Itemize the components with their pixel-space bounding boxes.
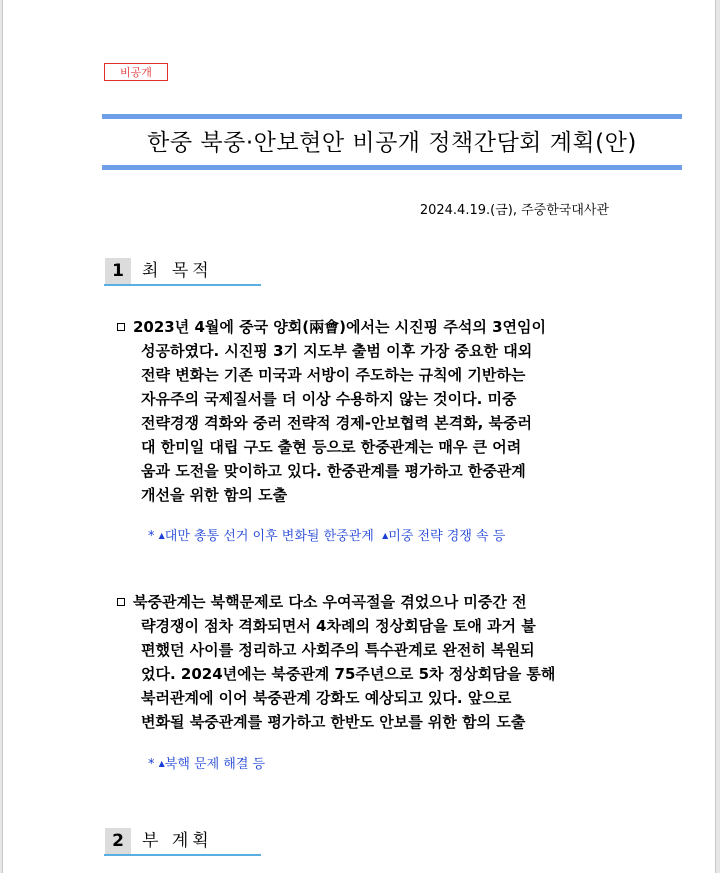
triangle-bullet-icon: ▲ bbox=[158, 531, 165, 540]
paragraph-line: 북중관계는 북핵문제로 다소 우여곡절을 겪었으나 미중간 전 bbox=[133, 593, 527, 611]
date-and-organizer: 2024.4.19.(금), 주중한국대사관 bbox=[419, 203, 609, 218]
note-item: 북핵 문제 해결 등 bbox=[164, 757, 266, 772]
paragraph-line: 었다. 2024년에는 북중관계 75주년으로 5차 정상회담을 통해 bbox=[141, 665, 556, 683]
section-number: 2 bbox=[105, 828, 131, 854]
section-number: 1 bbox=[105, 258, 131, 284]
section-title: 부 계획 bbox=[142, 831, 213, 851]
paragraph-line: 변화될 북중관계를 평가하고 한반도 안보를 위한 함의 도출 bbox=[141, 713, 526, 731]
document-page bbox=[2, 0, 716, 873]
note-line-1 bbox=[148, 526, 505, 547]
paragraph-line: 략경쟁이 점차 격화되면서 4차례의 정상회담을 토애 과거 불 bbox=[141, 617, 536, 635]
paragraph-line: 움과 도전을 맞이하고 있다. 한중관계를 평가하고 한중관계 bbox=[141, 462, 526, 480]
note-star: * bbox=[148, 529, 155, 544]
section-header-2 bbox=[104, 828, 261, 856]
bullet-square-icon bbox=[117, 598, 125, 606]
triangle-bullet-icon: ▲ bbox=[158, 759, 165, 768]
paragraph-line: 북러관계에 이어 북중관계 강화도 예상되고 있다. 앞으로 bbox=[141, 689, 512, 707]
title-rule-bottom bbox=[102, 165, 682, 170]
title-rule-top bbox=[102, 114, 682, 119]
paragraph-line: 전략 변화는 기존 미국과 서방이 주도하는 규칙에 기반하는 bbox=[141, 366, 526, 384]
paragraph-line: 2023년 4월에 중국 양회(兩會)에서는 시진핑 주석의 3연임이 bbox=[133, 318, 546, 336]
note-item: 미중 전략 경쟁 속 등 bbox=[388, 529, 506, 544]
purpose-paragraph-1 bbox=[133, 315, 621, 507]
paragraph-line: 대 한미일 대립 구도 출현 등으로 한중관계는 매우 큰 어려 bbox=[141, 438, 522, 456]
note-line-2 bbox=[148, 754, 265, 775]
note-item: 대만 총통 선거 이후 변화될 한중관계 bbox=[164, 529, 374, 544]
purpose-paragraph-2 bbox=[133, 590, 621, 734]
triangle-bullet-icon: ▲ bbox=[382, 531, 389, 540]
document-title: 한중 북중·안보현안 비공개 정책간담회 계획(안) bbox=[147, 130, 637, 156]
paragraph-line: 개선을 위한 함의 도출 bbox=[141, 486, 288, 504]
note-star: * bbox=[148, 757, 155, 772]
section-header-1 bbox=[104, 258, 261, 286]
confidential-badge: 비공개 bbox=[104, 63, 168, 81]
bullet-square-icon bbox=[117, 323, 125, 331]
paragraph-line: 전략경쟁 격화와 중러 전략적 경제-안보협력 본격화, 북중러 bbox=[141, 414, 533, 432]
section-title: 최 목적 bbox=[142, 261, 213, 281]
paragraph-line: 성공하였다. 시진핑 3기 지도부 출범 이후 가장 중요한 대외 bbox=[141, 342, 533, 360]
paragraph-line: 자유주의 국제질서를 더 이상 수용하지 않는 것이다. 미중 bbox=[141, 390, 517, 408]
paragraph-line: 편했던 사이를 정리하고 사회주의 특수관계로 완전히 복원되 bbox=[141, 641, 535, 659]
